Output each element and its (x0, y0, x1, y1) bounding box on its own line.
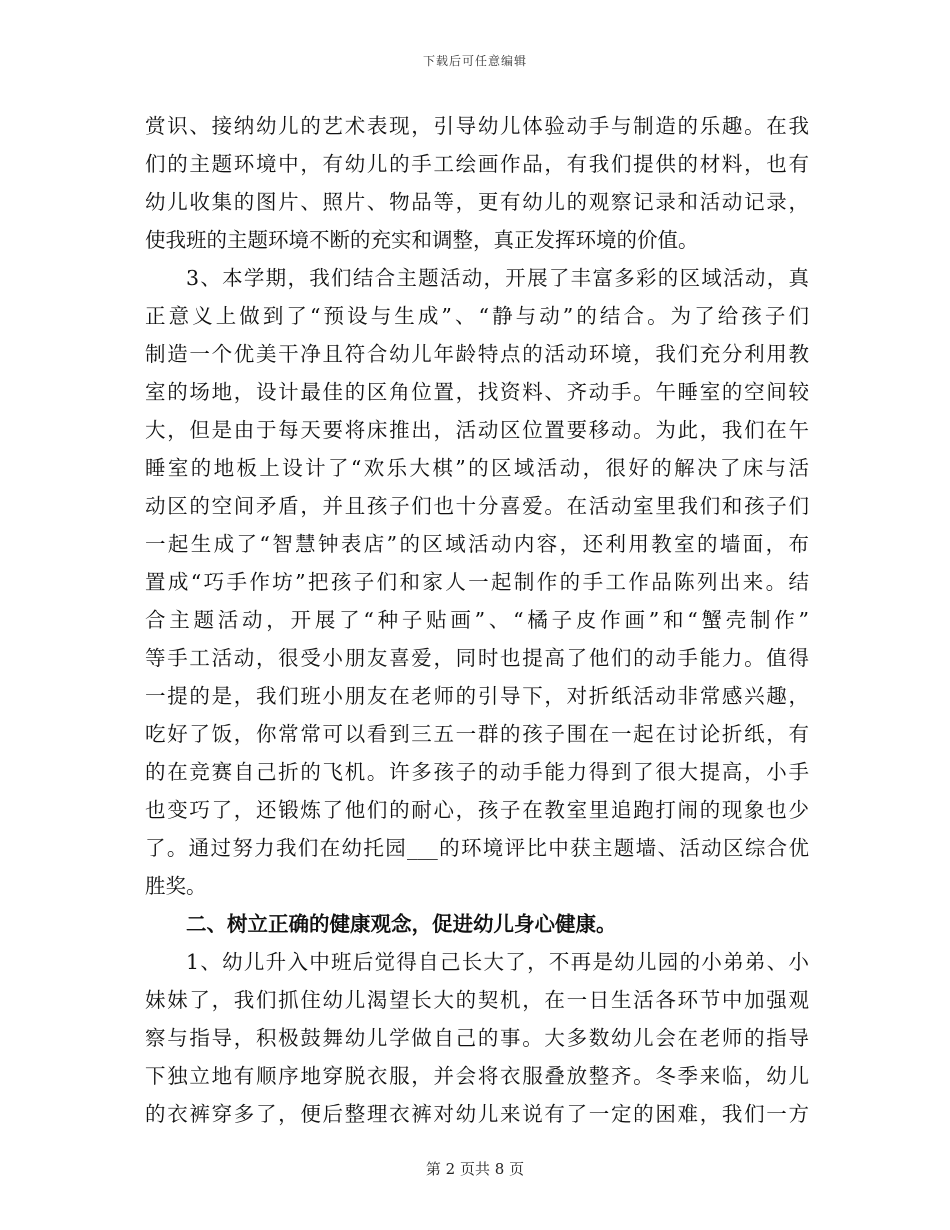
text-line: 一起生成了“智慧钟表店”的区域活动内容，还利用教室的墙面，布 (145, 532, 809, 556)
text-line: 赏识、接纳幼儿的艺术表现，引导幼儿体验动手与制造的乐趣。在我 (145, 114, 809, 138)
text-line: 的衣裤穿多了，便后整理衣裤对幼儿来说有了一定的困难，我们一方 (145, 1102, 809, 1126)
page-footer: 第 2 页共 8 页 (425, 1160, 525, 1178)
section-heading: 二、树立正确的健康观念，促进幼儿身心健康。 (186, 912, 617, 936)
text-line: 察与指导，积极鼓舞幼儿学做自己的事。大多数幼儿会在老师的指导 (145, 1026, 809, 1050)
text-line: 大，但是由于每天要将床推出，活动区位置要移动。为此，我们在午 (145, 418, 809, 442)
text-line: 了。通过努力我们在幼托园___的环境评比中获主题墙、活动区综合优 (145, 836, 809, 860)
text-line: 幼儿收集的图片、照片、物品等，更有幼儿的观察记录和活动记录， (145, 190, 809, 214)
text-line: 合主题活动，开展了“种子贴画”、“橘子皮作画”和“蟹壳制作” (145, 608, 809, 632)
text-line: 正意义上做到了“预设与生成”、“静与动”的结合。为了给孩子们 (145, 304, 809, 328)
page-header: 下载后可任意编辑 (422, 54, 527, 68)
text-line: 也变巧了，还锻炼了他们的耐心，孩子在教室里追跑打闹的现象也少 (145, 798, 809, 822)
text-line: 制造一个优美干净且符合幼儿年龄特点的活动环境，我们充分利用教 (145, 342, 809, 366)
text-line: 吃好了饭，你常常可以看到三五一群的孩子围在一起在讨论折纸，有 (145, 722, 809, 746)
text-line: 一提的是，我们班小朋友在老师的引导下，对折纸活动非常感兴趣， (145, 684, 809, 708)
text-line: 使我班的主题环境不断的充实和调整，真正发挥环境的价值。 (145, 228, 699, 252)
text-line: 室的场地，设计最佳的区角位置，找资料、齐动手。午睡室的空间较 (145, 380, 809, 404)
paragraph-start-line: 3、本学期，我们结合主题活动，开展了丰富多彩的区域活动，真 (186, 266, 809, 290)
text-line: 妹妹了，我们抓住幼儿渴望长大的契机，在一日生活各环节中加强观 (145, 988, 809, 1012)
text-line: 等手工活动，很受小朋友喜爱，同时也提高了他们的动手能力。值得 (145, 646, 809, 670)
text-line: 置成“巧手作坊”把孩子们和家人一起制作的手工作品陈列出来。结 (145, 570, 809, 594)
text-line: 睡室的地板上设计了“欢乐大棋”的区域活动，很好的解决了床与活 (145, 456, 809, 480)
text-line: 动区的空间矛盾，并且孩子们也十分喜爱。在活动室里我们和孩子们 (145, 494, 809, 518)
text-line: 胜奖。 (145, 874, 207, 898)
text-line: 的在竞赛自己折的飞机。许多孩子的动手能力得到了很大提高，小手 (145, 760, 809, 784)
document-body (145, 107, 809, 1133)
paragraph-start-line: 1、幼儿升入中班后觉得自己长大了，不再是幼儿园的小弟弟、小 (186, 950, 809, 974)
text-line: 下独立地有顺序地穿脱衣服，并会将衣服叠放整齐。冬季来临，幼儿 (145, 1064, 809, 1088)
text-line: 们的主题环境中，有幼儿的手工绘画作品，有我们提供的材料，也有 (145, 152, 809, 176)
